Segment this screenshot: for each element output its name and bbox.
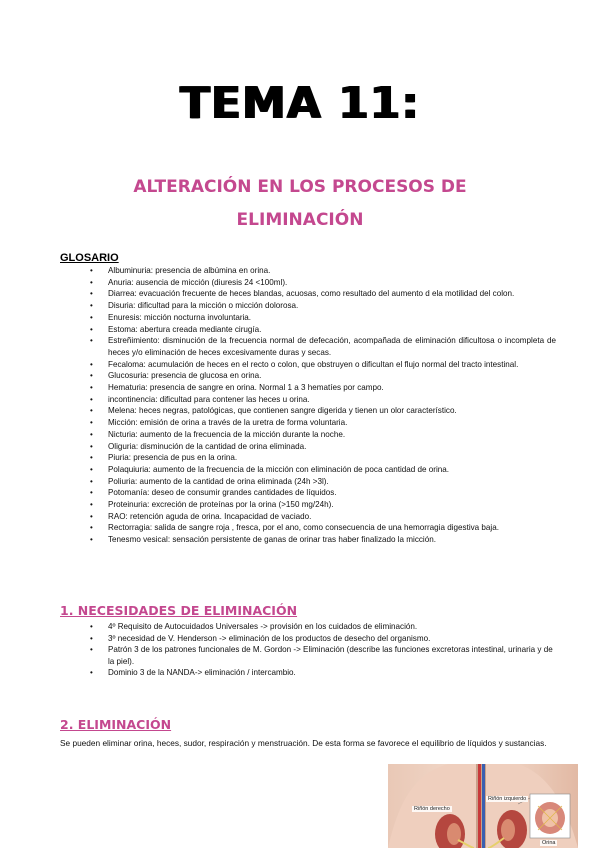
necesidades-list (60, 621, 556, 679)
page-title: TEMA 11: (179, 78, 421, 129)
glosario-item: • Fecaloma: acumulación de heces en el recto o colon, que obstruyen o dificultan el flujo normal del tracto intestinal. (60, 359, 556, 371)
necesidades-item: • 3º necesidad de V. Henderson -> eliminación de los productos de desecho del organismo. (60, 633, 556, 645)
glosario-item: • Enuresis: micción nocturna involuntaria. (60, 312, 556, 324)
glosario-item: • Micción: emisión de orina a través de la uretra de forma voluntaria. (60, 417, 556, 429)
label-orina: Orina (542, 840, 556, 846)
glosario-item: • RAO: retención aguda de orina. Incapacidad de vaciado. (60, 511, 556, 523)
glosario-item: • Estreñimiento: disminución de la frecuencia normal de defecación, acompañada de eliminación dificultosa o incompleta de heces y/o eliminación de heces excesivamente duras y secas. (60, 335, 556, 358)
glosario-item: • Disuria: dificultad para la micción o micción dolorosa. (60, 300, 556, 312)
urinary-system-illustration (388, 764, 578, 848)
glosario-item: • Tenesmo vesical: sensación persistente de ganas de orinar tras haber finalizado la micción. (60, 534, 556, 546)
section-heading-eliminacion: 2. ELIMINACIÓN (60, 717, 172, 732)
glosario-item: • Melena: heces negras, patológicas, que contienen sangre digerida y tienen un olor característico. (60, 405, 556, 417)
glosario-item: • incontinencia: dificultad para contener las heces u orina. (60, 394, 556, 406)
subtitle-line-1: ALTERACIÓN EN LOS PROCESOS DE (133, 177, 467, 197)
glosario-item: • Glucosuria: presencia de glucosa en orina. (60, 370, 556, 382)
glosario-item: • Anuria: ausencia de micción (diuresis 24 <100ml). (60, 277, 556, 289)
eliminacion-paragraph: Se pueden eliminar orina, heces, sudor, respiración y menstruación. De esta forma se favorece el equilibrio de líquidos y sustancias. (60, 738, 547, 748)
necesidades-item: • Dominio 3 de la NANDA-> eliminación / intercambio. (60, 667, 556, 679)
section-heading-necesidades: 1. NECESIDADES DE ELIMINACIÓN (60, 603, 298, 618)
glosario-heading: GLOSARIO (60, 252, 119, 264)
subtitle-line-2: ELIMINACIÓN (236, 210, 364, 230)
glosario-item: • Nicturia: aumento de la frecuencia de la micción durante la noche. (60, 429, 556, 441)
label-rinon-derecho: Riñón derecho (414, 806, 450, 812)
glosario-item: • Estoma: abertura creada mediante cirugía. (60, 324, 556, 336)
glosario-list (60, 265, 556, 546)
necesidades-item: • Patrón 3 de los patrones funcionales de M. Gordon -> Eliminación (describe las funciones excretoras intestinal, urinaria y de la piel). (60, 644, 556, 667)
glosario-item: • Piuria: presencia de pus en la orina. (60, 452, 556, 464)
label-rinon-izquierdo: Riñón izquierdo (488, 796, 527, 802)
glosario-item: • Proteinuria: excreción de proteínas por la orina (>150 mg/24h). (60, 499, 556, 511)
glosario-item: • Albuminuria: presencia de albúmina en orina. (60, 265, 556, 277)
glosario-item: • Hematuria: presencia de sangre en orina. Normal 1 a 3 hematíes por campo. (60, 382, 556, 394)
glosario-item: • Oliguria: disminución de la cantidad de orina eliminada. (60, 441, 556, 453)
glosario-item: • Polaquiuria: aumento de la frecuencia de la micción con eliminación de poca cantidad de orina. (60, 464, 556, 476)
glosario-item: • Poliuria: aumento de la cantidad de orina eliminada (24h >3l). (60, 476, 556, 488)
necesidades-item: • 4º Requisito de Autocuidados Universales -> provisión en los cuidados de eliminación. (60, 621, 556, 633)
glosario-item: • Rectorragia: salida de sangre roja , fresca, por el ano, como consecuencia de una hemorragia digestiva baja. (60, 522, 556, 534)
glosario-item: • Diarrea: evacuación frecuente de heces blandas, acuosas, como resultado del aumento d ela motilidad del colon. (60, 288, 556, 300)
glosario-item: • Potomanía: deseo de consumir grandes cantidades de líquidos. (60, 487, 556, 499)
